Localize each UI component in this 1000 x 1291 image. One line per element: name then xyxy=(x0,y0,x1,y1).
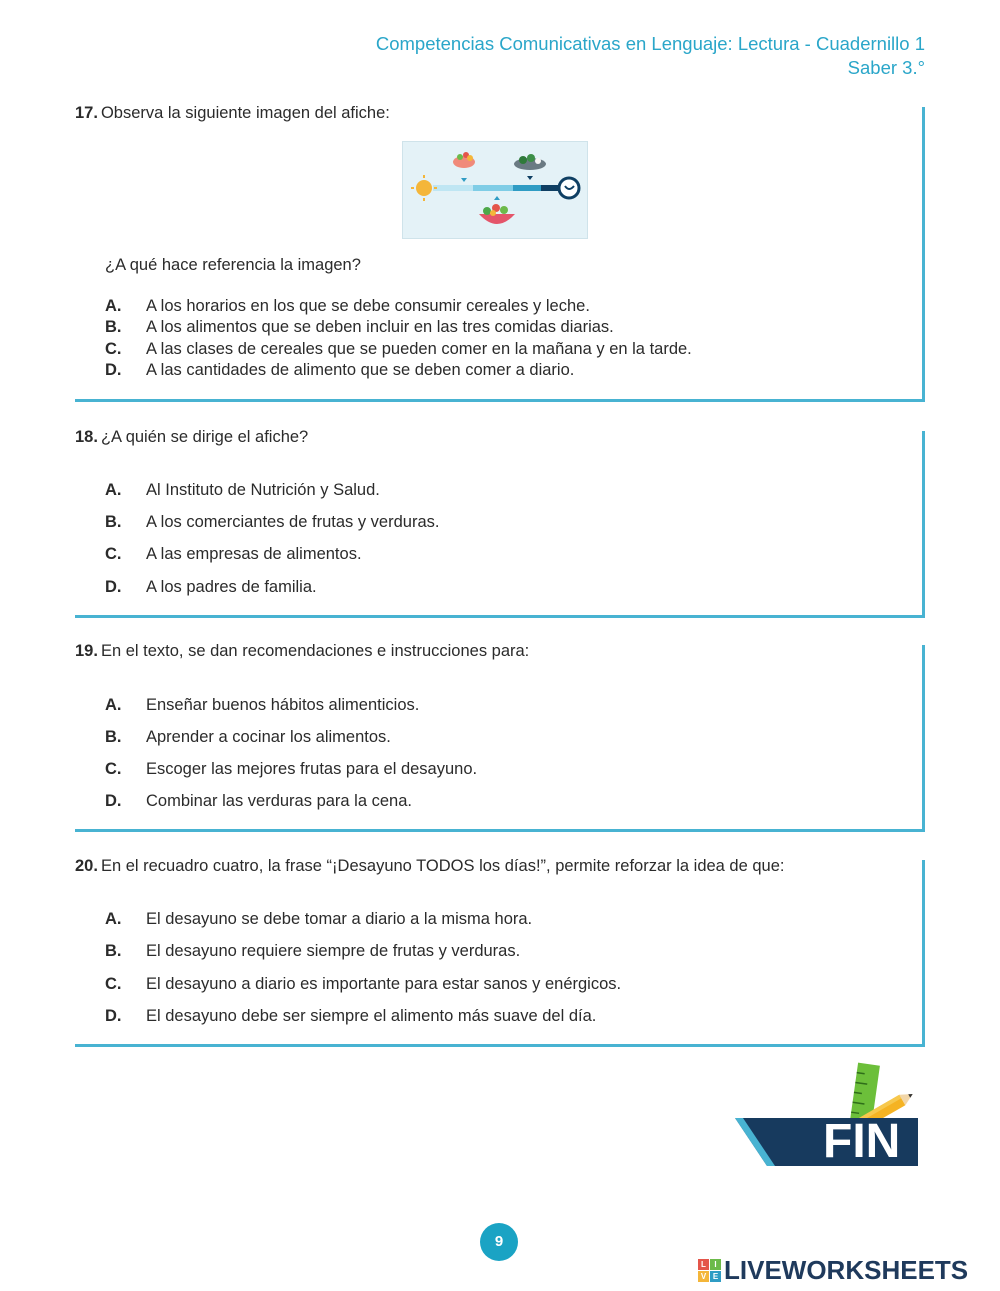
option-letter: C. xyxy=(105,340,122,358)
option-19-a[interactable] xyxy=(105,696,419,715)
option-letter: C. xyxy=(105,545,122,563)
option-20-a[interactable] xyxy=(105,910,532,929)
option-letter: C. xyxy=(105,760,122,778)
option-letter: D. xyxy=(105,792,122,810)
option-text: Enseñar buenos hábitos alimenticios. xyxy=(146,696,420,714)
option-text: Al Instituto de Nutrición y Salud. xyxy=(146,481,380,499)
question-number: 20. xyxy=(75,857,98,875)
option-letter: D. xyxy=(105,1007,122,1025)
option-letter: B. xyxy=(105,728,122,746)
option-letter: A. xyxy=(105,481,122,499)
question-prompt: En el texto, se dan recomendaciones e instrucciones para: xyxy=(100,642,530,660)
option-17-b[interactable] xyxy=(105,318,614,337)
option-text: A los comerciantes de frutas y verduras. xyxy=(146,513,440,531)
option-text: El desayuno debe ser siempre el alimento más suave del día. xyxy=(146,1007,597,1025)
question-prompt: En el recuadro cuatro, la frase “¡Desayuno TODOS los días!”, permite reforzar la idea de que: xyxy=(100,857,785,875)
option-19-d[interactable] xyxy=(105,792,412,811)
question-18-title xyxy=(75,428,308,447)
option-20-b[interactable] xyxy=(105,942,520,961)
option-letter: B. xyxy=(105,942,122,960)
fin-badge xyxy=(735,1060,925,1170)
option-text: A las clases de cereales que se pueden comer en la mañana y en la tarde. xyxy=(146,340,692,358)
badge-letter: L xyxy=(698,1259,709,1270)
option-letter: A. xyxy=(105,297,122,315)
question-20-title xyxy=(75,857,785,876)
option-17-c[interactable] xyxy=(105,340,692,359)
option-19-c[interactable] xyxy=(105,760,477,779)
option-text: Combinar las verduras para la cena. xyxy=(146,792,412,810)
option-17-a[interactable] xyxy=(105,297,590,316)
brand-name: LIVEWORKSHEETS xyxy=(724,1254,969,1285)
option-17-d[interactable] xyxy=(105,361,574,380)
question-19-title xyxy=(75,642,529,661)
option-19-b[interactable] xyxy=(105,728,391,747)
question-prompt: ¿A quién se dirige el afiche? xyxy=(100,428,309,446)
option-text: A las empresas de alimentos. xyxy=(146,545,362,563)
meal-timeline-illustration xyxy=(403,142,587,238)
option-text: A los padres de familia. xyxy=(146,578,317,596)
option-18-b[interactable] xyxy=(105,513,439,532)
page-number: 9 xyxy=(480,1223,518,1261)
option-text: El desayuno requiere siempre de frutas y verduras. xyxy=(146,942,521,960)
question-17-title xyxy=(75,104,390,123)
badge-letter: V xyxy=(698,1271,709,1282)
question-number: 19. xyxy=(75,642,98,660)
question-prompt: Observa la siguiente imagen del afiche: xyxy=(100,104,390,122)
question-number: 18. xyxy=(75,428,98,446)
document-header xyxy=(376,32,925,80)
option-20-d[interactable] xyxy=(105,1007,596,1026)
header-title: Competencias Comunicativas en Lenguaje: Lectura - Cuadernillo 1 xyxy=(375,33,925,54)
sun-icon xyxy=(416,180,432,196)
liveworksheets-logo xyxy=(698,1255,968,1285)
option-text: El desayuno se debe tomar a diario a la misma hora. xyxy=(146,910,533,928)
header-grade: Saber 3.° xyxy=(847,57,925,78)
option-letter: D. xyxy=(105,361,122,379)
option-text: A los horarios en los que se debe consumir cereales y leche. xyxy=(146,297,590,315)
option-text: Escoger las mejores frutas para el desayuno. xyxy=(146,760,478,778)
fin-label: FIN xyxy=(823,1115,901,1168)
question-17-subprompt: ¿A qué hace referencia la imagen? xyxy=(105,256,361,274)
option-text: A los alimentos que se deben incluir en las tres comidas diarias. xyxy=(146,318,614,336)
option-letter: B. xyxy=(105,513,122,531)
option-text: A las cantidades de alimento que se deben comer a diario. xyxy=(146,361,575,379)
option-letter: C. xyxy=(105,975,122,993)
option-letter: D. xyxy=(105,578,122,596)
poster-image xyxy=(402,141,588,239)
option-text: El desayuno a diario es importante para estar sanos y enérgicos. xyxy=(146,975,622,993)
option-18-c[interactable] xyxy=(105,545,362,564)
live-badge-icon xyxy=(698,1259,721,1282)
question-number: 17. xyxy=(75,104,98,122)
option-18-d[interactable] xyxy=(105,578,317,597)
option-letter: B. xyxy=(105,318,122,336)
option-18-a[interactable] xyxy=(105,481,380,500)
option-20-c[interactable] xyxy=(105,975,621,994)
option-letter: A. xyxy=(105,910,122,928)
option-text: Aprender a cocinar los alimentos. xyxy=(146,728,391,746)
badge-letter: E xyxy=(710,1271,721,1282)
option-letter: A. xyxy=(105,696,122,714)
badge-letter: I xyxy=(710,1259,721,1270)
